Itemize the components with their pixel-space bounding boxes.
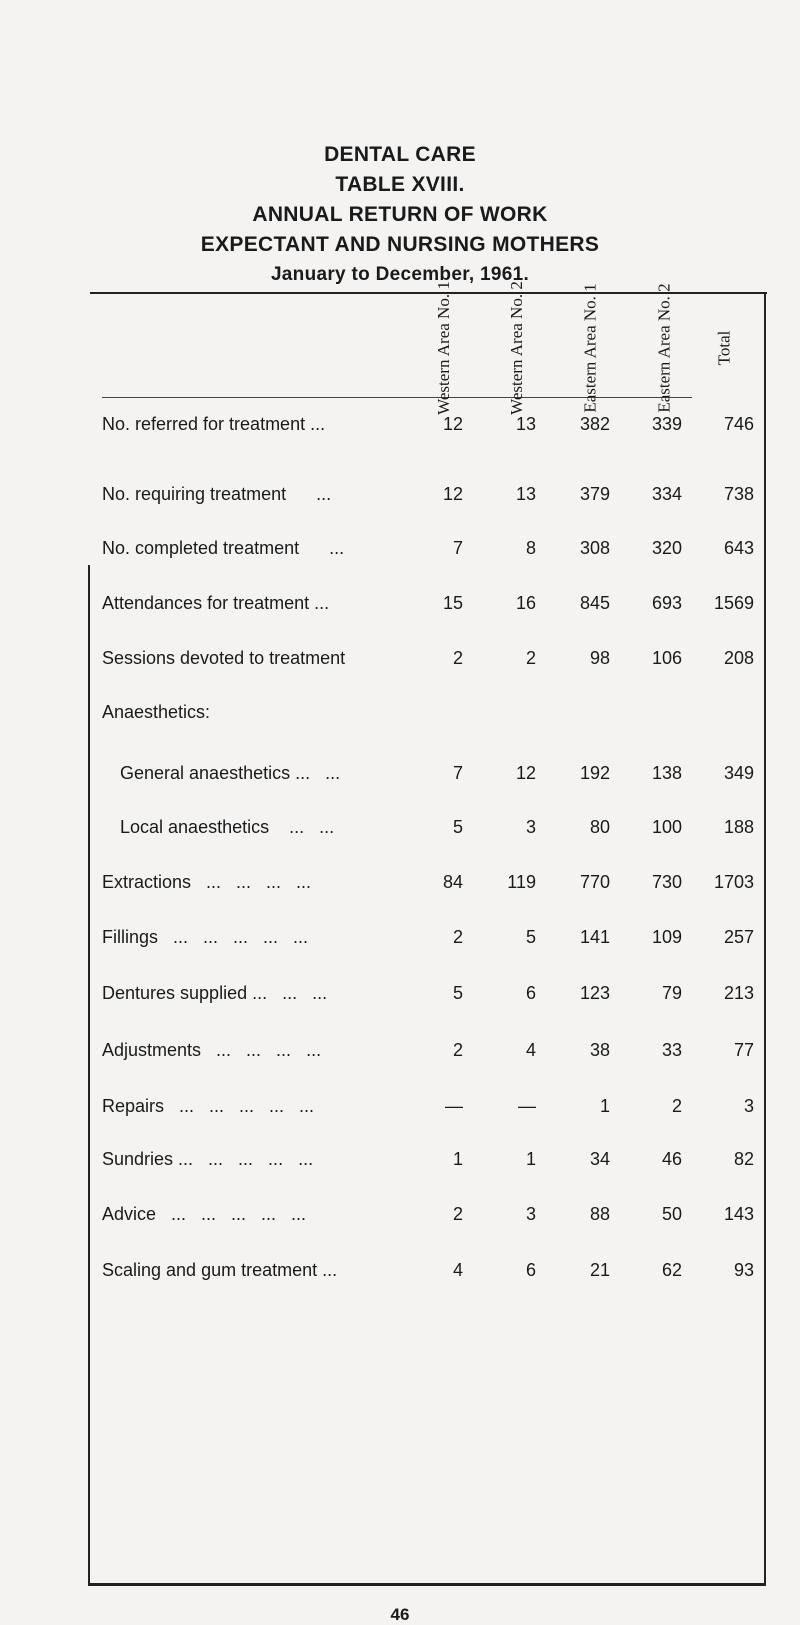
title-block bbox=[0, 140, 800, 290]
col-head-label: Eastern Area No. 1 bbox=[581, 283, 600, 413]
row-value: 746 bbox=[723, 414, 754, 434]
row-value: 320 bbox=[651, 538, 682, 558]
row-value: 2 bbox=[452, 927, 463, 947]
col-head-label: Total bbox=[713, 330, 733, 366]
row-value: 7 bbox=[452, 538, 463, 558]
row-value: 213 bbox=[723, 983, 754, 1003]
row-value: 7 bbox=[452, 763, 463, 783]
row-value: 12 bbox=[515, 763, 536, 783]
row-value: 192 bbox=[579, 763, 610, 783]
row-value: 349 bbox=[723, 763, 754, 783]
col-head-western-1 bbox=[424, 281, 464, 415]
row-value: 1 bbox=[599, 1096, 610, 1116]
table-row bbox=[0, 1096, 800, 1126]
table-row bbox=[0, 484, 800, 514]
table-row bbox=[0, 593, 800, 623]
row-value: 2 bbox=[452, 1040, 463, 1060]
row-label: General anaesthetics ... ... bbox=[120, 763, 341, 783]
row-value: — bbox=[445, 1096, 463, 1116]
row-value: 6 bbox=[525, 983, 536, 1003]
row-label: Adjustments ... ... ... ... bbox=[102, 1040, 322, 1060]
row-label: Sundries ... ... ... ... ... bbox=[102, 1149, 314, 1169]
table-row bbox=[0, 1149, 800, 1179]
row-value: 79 bbox=[661, 983, 682, 1003]
row-value: 257 bbox=[723, 927, 754, 947]
row-value: 643 bbox=[723, 538, 754, 558]
row-value: 98 bbox=[589, 648, 610, 668]
row-label: Extractions ... ... ... ... bbox=[102, 872, 312, 892]
table-bottom-rule bbox=[88, 1583, 766, 1586]
row-label: No. requiring treatment ... bbox=[102, 484, 332, 504]
row-label: Fillings ... ... ... ... ... bbox=[102, 927, 309, 947]
row-value: 80 bbox=[589, 817, 610, 837]
col-head-eastern-1 bbox=[571, 283, 611, 413]
row-value: 84 bbox=[442, 872, 463, 892]
row-value: 77 bbox=[733, 1040, 754, 1060]
col-head-label: Eastern Area No. 2 bbox=[655, 283, 674, 413]
row-label: Dentures supplied ... ... ... bbox=[102, 983, 328, 1003]
row-value: 119 bbox=[507, 872, 536, 892]
row-label: Anaesthetics: bbox=[102, 702, 211, 722]
row-value: 5 bbox=[452, 817, 463, 837]
row-value: 4 bbox=[525, 1040, 536, 1060]
row-label: Local anaesthetics ... ... bbox=[120, 817, 335, 837]
row-value: 3 bbox=[743, 1096, 754, 1116]
row-value: 4 bbox=[452, 1260, 463, 1280]
row-value: 1 bbox=[452, 1149, 463, 1169]
page-number: 46 bbox=[390, 1605, 410, 1624]
row-value: 123 bbox=[579, 983, 610, 1003]
row-value: 33 bbox=[661, 1040, 682, 1060]
col-head-eastern-2 bbox=[645, 283, 685, 413]
row-value: 141 bbox=[579, 927, 610, 947]
row-value: 1703 bbox=[713, 872, 754, 892]
row-value: 3 bbox=[525, 1204, 536, 1224]
title-annual-return: ANNUAL RETURN OF WORK bbox=[252, 203, 548, 226]
row-value: 2 bbox=[525, 648, 536, 668]
row-label: Repairs ... ... ... ... ... bbox=[102, 1096, 315, 1116]
table-row bbox=[0, 648, 800, 678]
row-value: 188 bbox=[723, 817, 754, 837]
table-row bbox=[0, 817, 800, 847]
row-label: No. completed treatment ... bbox=[102, 538, 345, 558]
row-value: 382 bbox=[579, 414, 610, 434]
table-row bbox=[0, 872, 800, 902]
row-value: 845 bbox=[579, 593, 610, 613]
row-value: 3 bbox=[525, 817, 536, 837]
row-label: Sessions devoted to treatment bbox=[102, 648, 346, 668]
row-value: 2 bbox=[452, 648, 463, 668]
row-value: 13 bbox=[515, 414, 536, 434]
row-value: 730 bbox=[651, 872, 682, 892]
row-value: 143 bbox=[723, 1204, 754, 1224]
table-row bbox=[0, 1260, 800, 1290]
row-value: 82 bbox=[733, 1149, 754, 1169]
row-value: 38 bbox=[589, 1040, 610, 1060]
table-row bbox=[0, 702, 800, 732]
row-value: 738 bbox=[723, 484, 754, 504]
row-value: 6 bbox=[525, 1260, 536, 1280]
title-table-number: TABLE XVIII. bbox=[335, 173, 465, 196]
header-underline bbox=[102, 397, 692, 398]
row-value: 46 bbox=[661, 1149, 682, 1169]
title-period: January to December, 1961. bbox=[270, 264, 530, 285]
table-row bbox=[0, 538, 800, 568]
col-head-western-2 bbox=[497, 281, 537, 415]
row-label: Scaling and gum treatment ... bbox=[102, 1260, 338, 1280]
table-row bbox=[0, 414, 800, 444]
table-row bbox=[0, 1204, 800, 1234]
row-value: 5 bbox=[525, 927, 536, 947]
row-value: 2 bbox=[671, 1096, 682, 1116]
row-value: 109 bbox=[651, 927, 682, 947]
col-head-label: Western Area No. 2 bbox=[507, 281, 526, 415]
table-row bbox=[0, 1040, 800, 1070]
row-value: 34 bbox=[589, 1149, 610, 1169]
row-value: 16 bbox=[515, 593, 536, 613]
row-value: 106 bbox=[651, 648, 682, 668]
row-value: 2 bbox=[452, 1204, 463, 1224]
title-mothers: EXPECTANT AND NURSING MOTHERS bbox=[200, 233, 600, 256]
row-value: 208 bbox=[723, 648, 754, 668]
row-value: 50 bbox=[661, 1204, 682, 1224]
row-label: Advice ... ... ... ... ... bbox=[102, 1204, 307, 1224]
row-value: 1 bbox=[525, 1149, 536, 1169]
col-head-total bbox=[704, 300, 744, 396]
row-value: 1569 bbox=[713, 593, 754, 613]
row-label: No. referred for treatment ... bbox=[102, 414, 326, 434]
row-value: 93 bbox=[733, 1260, 754, 1280]
row-value: 15 bbox=[442, 593, 463, 613]
title-dental-care: DENTAL CARE bbox=[324, 143, 476, 166]
table-row bbox=[0, 927, 800, 957]
row-value: 21 bbox=[589, 1260, 610, 1280]
table-row bbox=[0, 763, 800, 793]
row-value: 13 bbox=[515, 484, 536, 504]
row-value: 100 bbox=[651, 817, 682, 837]
row-value: 339 bbox=[651, 414, 682, 434]
row-value: 62 bbox=[661, 1260, 682, 1280]
row-value: 12 bbox=[442, 484, 463, 504]
row-value: 8 bbox=[525, 538, 536, 558]
row-value: 334 bbox=[651, 484, 682, 504]
row-value: 693 bbox=[651, 593, 682, 613]
row-value: 379 bbox=[579, 484, 610, 504]
row-value: 5 bbox=[452, 983, 463, 1003]
table-row bbox=[0, 983, 800, 1013]
row-value: 88 bbox=[589, 1204, 610, 1224]
col-head-label: Western Area No. 1 bbox=[434, 281, 453, 415]
row-value: 308 bbox=[579, 538, 610, 558]
row-label: Attendances for treatment ... bbox=[102, 593, 330, 613]
row-value: 770 bbox=[579, 872, 610, 892]
row-value: 138 bbox=[651, 763, 682, 783]
row-value: — bbox=[518, 1096, 536, 1116]
row-value: 12 bbox=[442, 414, 463, 434]
